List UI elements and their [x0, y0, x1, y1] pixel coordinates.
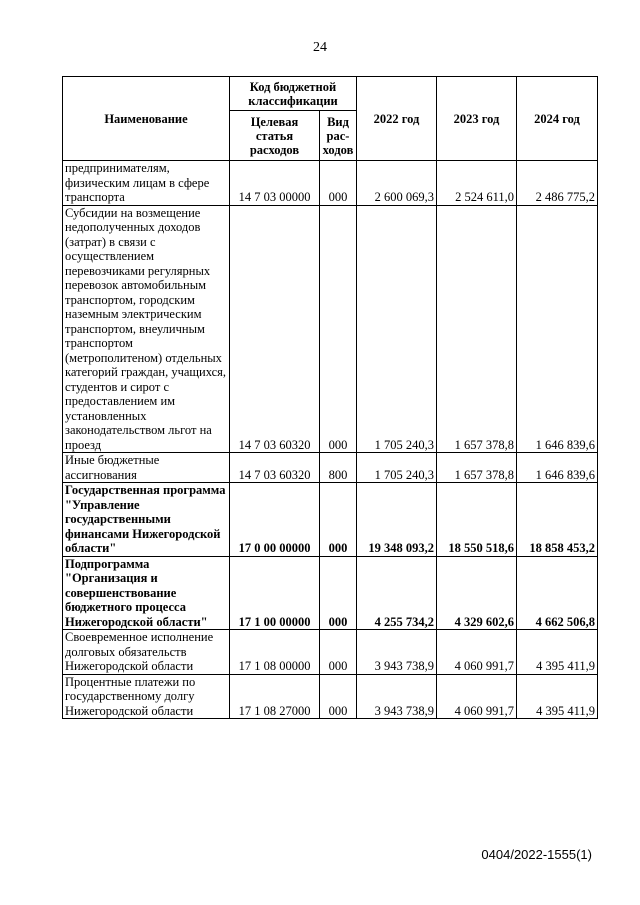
row-name: Иные бюджетные ассигнования — [63, 453, 230, 483]
row-target-code: 14 7 03 60320 — [230, 205, 320, 453]
row-value-2022: 1 705 240,3 — [357, 205, 437, 453]
row-target-code: 17 0 00 00000 — [230, 483, 320, 557]
row-value-2024: 18 858 453,2 — [517, 483, 598, 557]
table-row — [63, 453, 598, 483]
row-expense-type: 000 — [320, 630, 357, 675]
row-name: Субсидии на возмещение недополученных доходов (затрат) в связи с осуществлением перевозчиками регулярных перевозок автомобильным транспортом, городским наземным электрическим транспортом, внеуличным транспортом (метрополитеном) отдельных категорий граждан, учащихся, студентов и сирот с предоставлением им установленных законодательством льгот на проезд — [63, 205, 230, 453]
table-row — [63, 674, 598, 719]
row-value-2024: 4 662 506,8 — [517, 556, 598, 630]
row-value-2023: 1 657 378,8 — [437, 453, 517, 483]
row-value-2023: 4 060 991,7 — [437, 674, 517, 719]
row-value-2022: 2 600 069,3 — [357, 161, 437, 206]
row-value-2022: 3 943 738,9 — [357, 630, 437, 675]
page-number: 24 — [313, 40, 327, 55]
row-value-2023: 18 550 518,6 — [437, 483, 517, 557]
row-value-2024: 4 395 411,9 — [517, 674, 598, 719]
row-expense-type: 000 — [320, 205, 357, 453]
header-name: Наименование — [63, 77, 230, 161]
row-target-code: 14 7 03 60320 — [230, 453, 320, 483]
row-expense-type: 800 — [320, 453, 357, 483]
row-value-2022: 4 255 734,2 — [357, 556, 437, 630]
header-code-target: Целевая статья расходов — [230, 111, 320, 161]
row-value-2022: 1 705 240,3 — [357, 453, 437, 483]
row-value-2024: 1 646 839,6 — [517, 453, 598, 483]
row-expense-type: 000 — [320, 674, 357, 719]
row-value-2024: 4 395 411,9 — [517, 630, 598, 675]
header-2022: 2022 год — [357, 77, 437, 161]
table-row — [63, 630, 598, 675]
row-value-2023: 4 060 991,7 — [437, 630, 517, 675]
table-row — [63, 161, 598, 206]
header-2024: 2024 год — [517, 77, 598, 161]
header-code-type: Вид рас-ходов — [320, 111, 357, 161]
row-target-code: 17 1 08 27000 — [230, 674, 320, 719]
row-value-2023: 2 524 611,0 — [437, 161, 517, 206]
row-name: Государственная программа "Управление государственными финансами Нижегородской области" — [63, 483, 230, 557]
row-value-2023: 4 329 602,6 — [437, 556, 517, 630]
row-expense-type: 000 — [320, 556, 357, 630]
row-value-2022: 19 348 093,2 — [357, 483, 437, 557]
table-row — [63, 556, 598, 630]
row-expense-type: 000 — [320, 161, 357, 206]
budget-table — [62, 76, 598, 719]
row-value-2022: 3 943 738,9 — [357, 674, 437, 719]
row-value-2023: 1 657 378,8 — [437, 205, 517, 453]
row-name: Подпрограмма "Организация и совершенствование бюджетного процесса Нижегородской области" — [63, 556, 230, 630]
row-target-code: 17 1 08 00000 — [230, 630, 320, 675]
row-name: Своевременное исполнение долговых обязательств Нижегородской области — [63, 630, 230, 675]
header-2023: 2023 год — [437, 77, 517, 161]
document-code: 0404/2022-1555(1) — [481, 847, 592, 862]
row-value-2024: 1 646 839,6 — [517, 205, 598, 453]
table-row — [63, 483, 598, 557]
row-value-2024: 2 486 775,2 — [517, 161, 598, 206]
row-expense-type: 000 — [320, 483, 357, 557]
row-name: Процентные платежи по государственному долгу Нижегородской области — [63, 674, 230, 719]
header-code-group: Код бюджетной классификации — [230, 77, 357, 111]
row-target-code: 17 1 00 00000 — [230, 556, 320, 630]
row-target-code: 14 7 03 00000 — [230, 161, 320, 206]
table-row — [63, 205, 598, 453]
row-name: предпринимателям, физическим лицам в сфере транспорта — [63, 161, 230, 206]
